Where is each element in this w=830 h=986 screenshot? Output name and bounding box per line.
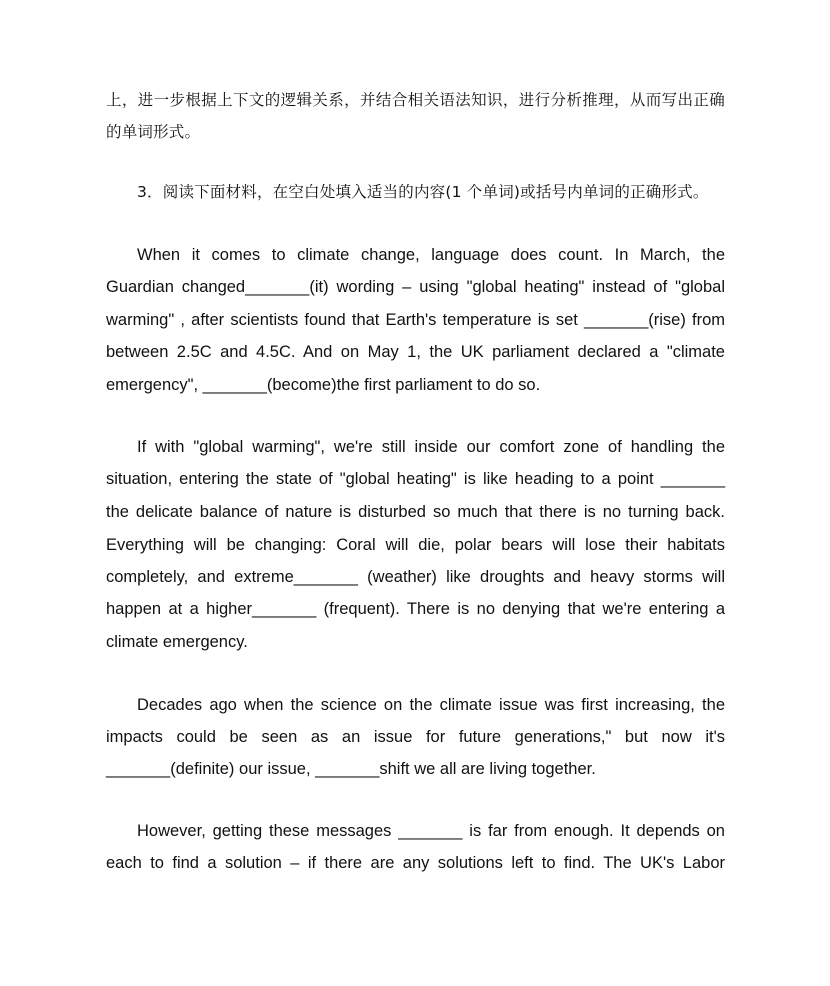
paragraph-line: Guardian changed_______(it) wording – using "global heating" instead of "global bbox=[106, 278, 725, 296]
paragraph-line: climate emergency. bbox=[106, 633, 248, 651]
paragraph-line: situation, entering the state of "global heating" is like heading to a point _______ bbox=[106, 470, 725, 488]
paragraph-line: each to find a solution – if there are any solutions left to find. The UK's Labor bbox=[106, 854, 725, 872]
intro-line: 的单词形式。 bbox=[106, 123, 201, 141]
question-heading: 3．阅读下面材料，在空白处填入适当的内容(1 个单词)或括号内单词的正确形式。 bbox=[137, 183, 709, 201]
paragraph-line: impacts could be seen as an issue for future generations," but now it's bbox=[106, 728, 725, 746]
paragraph-line: Everything will be changing: Coral will die, polar bears will lose their habitats bbox=[106, 536, 725, 554]
paragraph-line: When it comes to climate change, language does count. In March, the bbox=[137, 246, 725, 264]
paragraph-line: emergency", _______(become)the first parliament to do so. bbox=[106, 376, 541, 394]
intro-line: 上，进一步根据上下文的逻辑关系，并结合相关语法知识，进行分析推理，从而写出正确 bbox=[106, 91, 725, 109]
paragraph-line: If with "global warming", we're still inside our comfort zone of handling the bbox=[137, 438, 725, 456]
paragraph-line: completely, and extreme_______ (weather) like droughts and heavy storms will bbox=[106, 568, 725, 586]
paragraph-line: happen at a higher_______ (frequent). There is no denying that we're entering a bbox=[106, 600, 725, 618]
paragraph-line: Decades ago when the science on the climate issue was first increasing, the bbox=[137, 696, 725, 714]
paragraph-line: However, getting these messages _______ is far from enough. It depends on bbox=[137, 822, 725, 840]
paragraph-line: between 2.5C and 4.5C. And on May 1, the UK parliament declared a "climate bbox=[106, 343, 725, 361]
paragraph-line: the delicate balance of nature is disturbed so much that there is no turning back. bbox=[106, 503, 725, 521]
paragraph-line: warming" , after scientists found that Earth's temperature is set _______(rise) from bbox=[106, 311, 725, 329]
paragraph-line: _______(definite) our issue, _______shift we all are living together. bbox=[106, 760, 596, 778]
